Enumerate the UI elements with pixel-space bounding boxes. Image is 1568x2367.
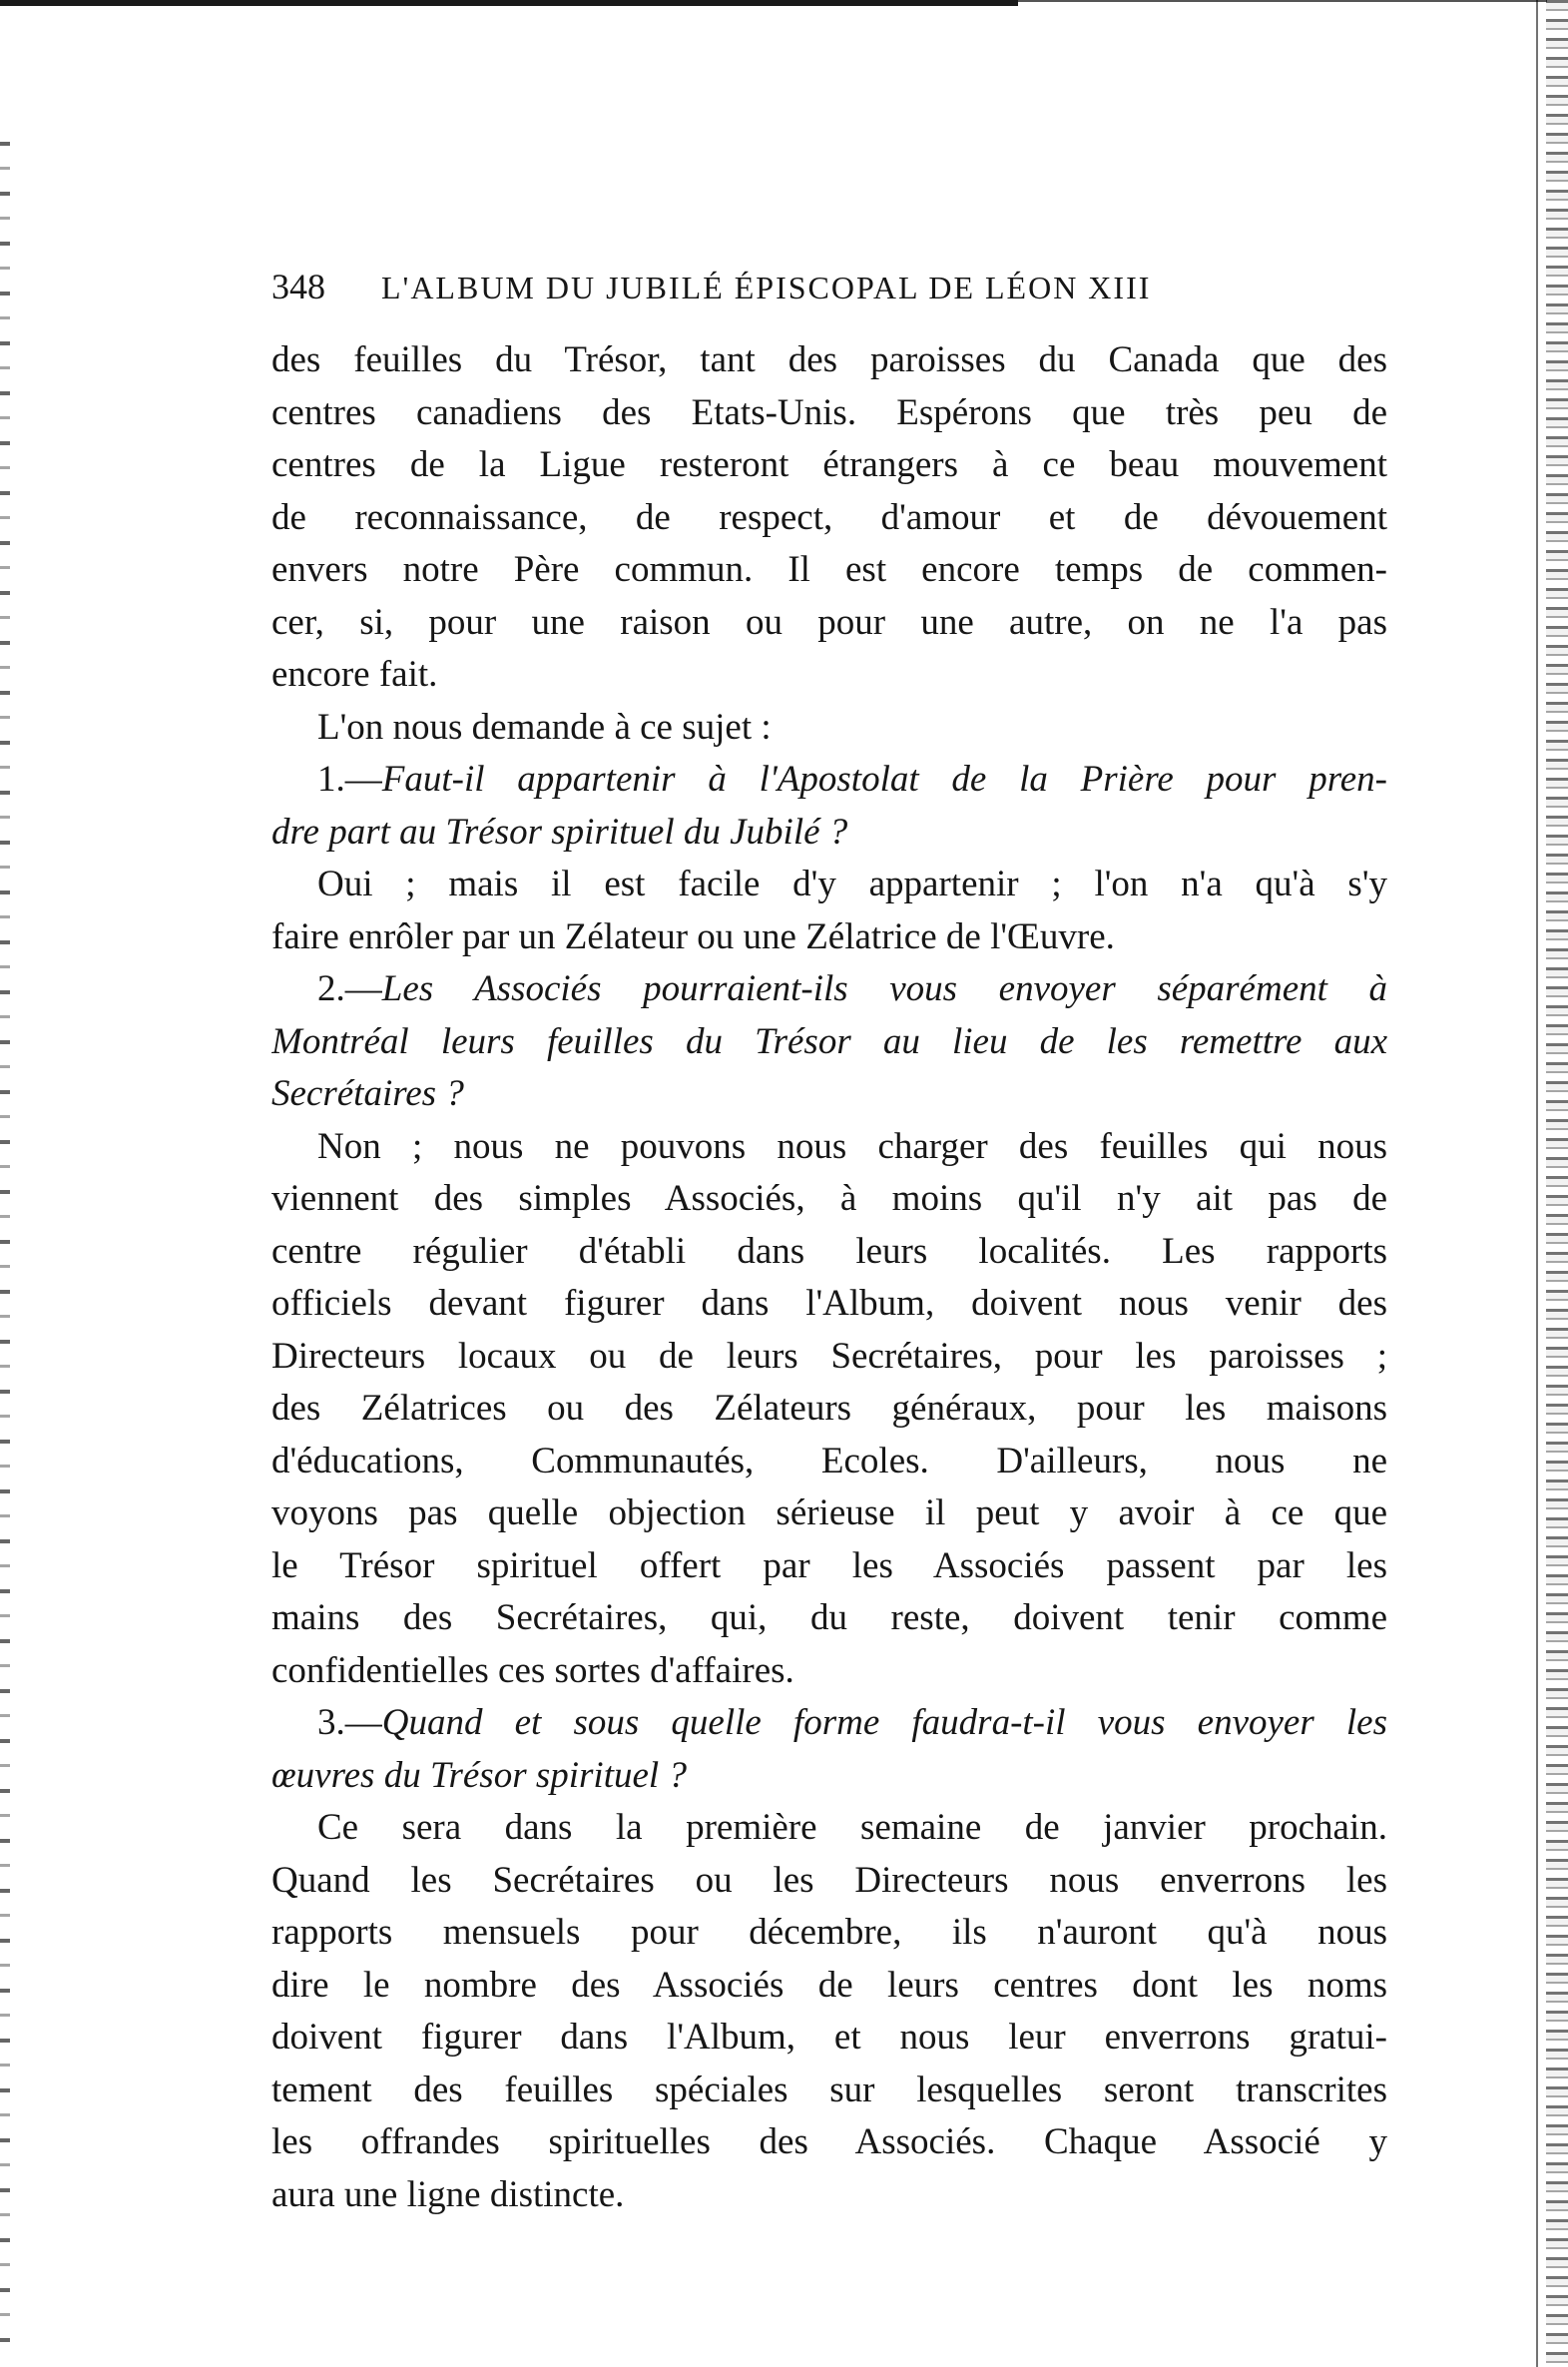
- question-1-line: dre part au Trésor spirituel du Jubilé ?: [271, 811, 848, 853]
- text-line: encore fait.: [271, 654, 438, 695]
- question-text: Quand et sous quelle forme faudra-t-il vous envoyer les: [381, 1702, 1387, 1743]
- text-line: Ce sera dans la première semaine de janvier prochain.: [317, 1807, 1387, 1848]
- running-head: [271, 262, 1389, 311]
- scan-right-edge: [1546, 0, 1568, 2367]
- question-number: 1.—: [317, 759, 382, 800]
- scan-left-edge: [0, 120, 10, 2346]
- text-line: d'éducations, Communautés, Ecoles. D'ailleurs, nous ne: [271, 1440, 1387, 1481]
- question-2-line: Montréal leurs feuilles du Trésor au lieu de les remettre aux: [271, 1020, 1387, 1062]
- text-line: le Trésor spirituel offert par les Associés passent par les: [271, 1544, 1387, 1586]
- question-1-line: [271, 754, 1387, 807]
- question-3-line: œuvres du Trésor spirituel ?: [271, 1754, 687, 1796]
- text-line: rapports mensuels pour décembre, ils n'auront qu'à nous: [271, 1912, 1387, 1953]
- text-line: des feuilles du Trésor, tant des paroisses du Canada que des: [271, 339, 1387, 380]
- text-line: confidentielles ces sortes d'affaires.: [271, 1649, 794, 1691]
- text-line: faire enrôler par un Zélateur ou une Zélatrice de l'Œuvre.: [271, 915, 1115, 957]
- text-line: les offrandes spirituelles des Associés. Chaque Associé y: [271, 2121, 1387, 2162]
- scan-right-edge-line: [1536, 0, 1538, 2367]
- page-top-edge-thin: [1018, 0, 1547, 2]
- text-line: dire le nombre des Associés de leurs centres dont les noms: [271, 1964, 1387, 2006]
- page-number: 348: [271, 267, 325, 306]
- question-number: 3.—: [317, 1702, 382, 1743]
- text-line: officiels devant figurer dans l'Album, doivent nous venir des: [271, 1283, 1387, 1324]
- text-line: de reconnaissance, de respect, d'amour et de dévouement: [271, 496, 1387, 538]
- text-line: Non ; nous ne pouvons nous charger des feuilles qui nous: [317, 1125, 1387, 1167]
- text-line: doivent figurer dans l'Album, et nous leur enverrons gratui-: [271, 2017, 1387, 2058]
- text-line: voyons pas quelle objection sérieuse il peut y avoir à ce que: [271, 1492, 1387, 1533]
- text-line: tement des feuilles spéciales sur lesquelles seront transcrites: [271, 2069, 1387, 2110]
- question-3-line: [271, 1697, 1387, 1750]
- question-number: 2.—: [317, 968, 382, 1009]
- text-line: Directeurs locaux ou de leurs Secrétaires, pour les paroisses ;: [271, 1335, 1387, 1377]
- question-2-line: [271, 963, 1387, 1016]
- text-line: viennent des simples Associés, à moins qu'il n'y ait pas de: [271, 1178, 1387, 1219]
- text-line: des Zélatrices ou des Zélateurs généraux, pour les maisons: [271, 1388, 1387, 1429]
- text-line: cer, si, pour une raison ou pour une autre, on ne l'a pas: [271, 601, 1387, 643]
- text-line: Quand les Secrétaires ou les Directeurs nous enverrons les: [271, 1859, 1387, 1901]
- text-line: L'on nous demande à ce sujet :: [317, 706, 772, 748]
- page-top-edge: [0, 0, 1018, 6]
- text-line: centre régulier d'établi dans leurs localités. Les rapports: [271, 1230, 1387, 1272]
- body-text: [271, 334, 1387, 2215]
- text-line: envers notre Père commun. Il est encore temps de commen-: [271, 549, 1387, 590]
- text-line: centres de la Ligue resteront étrangers à ce beau mouvement: [271, 444, 1387, 485]
- running-title: L'ALBUM DU JUBILÉ ÉPISCOPAL DE LÉON XIII: [381, 270, 1152, 305]
- question-2-line: Secrétaires ?: [271, 1073, 464, 1114]
- text-line: aura une ligne distincte.: [271, 2173, 625, 2215]
- text-line: centres canadiens des Etats-Unis. Espérons que très peu de: [271, 391, 1387, 433]
- text-line: Oui ; mais il est facile d'y appartenir ; l'on n'a qu'à s'y: [317, 864, 1387, 904]
- question-text: Faut-il appartenir à l'Apostolat de la Prière pour pren-: [381, 759, 1387, 800]
- question-text: Les Associés pourraient-ils vous envoyer séparément à: [381, 968, 1387, 1009]
- text-line: mains des Secrétaires, qui, du reste, doivent tenir comme: [271, 1597, 1387, 1638]
